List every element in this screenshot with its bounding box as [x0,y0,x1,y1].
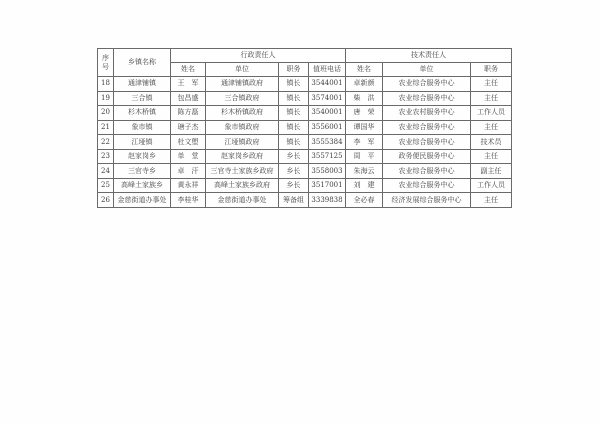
cell-admin-name: 陈方磊 [171,106,206,121]
cell-township: 通津铺镇 [114,77,171,92]
cell-admin-title: 镇长 [279,77,309,92]
cell-township: 赵家岗乡 [114,149,171,164]
cell-tech-title: 副主任 [471,164,512,179]
header-admin-unit: 单位 [206,63,279,77]
duty-roster-table [97,48,512,208]
cell-duty-phone: 3574001 [309,91,346,106]
cell-tech-unit: 农业农村服务中心 [383,106,471,121]
cell-admin-name: 卓 汗 [171,164,206,179]
cell-duty-phone: 3517001 [309,178,346,193]
cell-serial: 23 [98,149,114,164]
table-row [98,149,512,164]
cell-duty-phone: 3339838 [309,193,346,208]
cell-admin-name: 包昌盛 [171,91,206,106]
cell-admin-unit: 三官寺土家族乡政府 [206,164,279,179]
cell-serial: 19 [98,91,114,106]
cell-admin-unit: 金慈街道办事处 [206,193,279,208]
cell-admin-title: 镇长 [279,91,309,106]
header-admin-name: 姓名 [171,63,206,77]
cell-admin-title: 镇长 [279,106,309,121]
cell-serial: 20 [98,106,114,121]
cell-admin-unit: 杉木桥镇政府 [206,106,279,121]
table-row [98,91,512,106]
cell-tech-title: 工作人员 [471,106,512,121]
cell-admin-title: 镇长 [279,135,309,150]
cell-tech-title: 主任 [471,77,512,92]
cell-township: 金慈街道办事处 [114,193,171,208]
cell-tech-name: 李 军 [346,135,383,150]
table-row [98,120,512,135]
cell-township: 三合镇 [114,91,171,106]
table-row [98,178,512,193]
cell-tech-title: 主任 [471,149,512,164]
header-tech-unit: 单位 [383,63,471,77]
header-tech-title: 职务 [471,63,512,77]
header-admin-title: 职务 [279,63,309,77]
cell-tech-name: 唐 荣 [346,106,383,121]
cell-tech-title: 主任 [471,91,512,106]
cell-admin-title: 筹备组 [279,193,309,208]
cell-duty-phone: 3556001 [309,120,346,135]
cell-tech-unit: 经济发展综合服务中心 [383,193,471,208]
header-tech-name: 姓名 [346,63,383,77]
table-row [98,135,512,150]
cell-serial: 22 [98,135,114,150]
cell-tech-title: 技术员 [471,135,512,150]
cell-tech-unit: 农业综合服务中心 [383,77,471,92]
cell-duty-phone: 3544001 [309,77,346,92]
cell-township: 杉木桥镇 [114,106,171,121]
header-duty-phone: 值班电话 [309,63,346,77]
cell-tech-title: 主任 [471,193,512,208]
cell-admin-title: 镇长 [279,120,309,135]
header-tech-group: 技术责任人 [346,49,512,63]
cell-admin-name: 单 堂 [171,149,206,164]
cell-township: 江垭镇 [114,135,171,150]
cell-admin-name: 黄永祥 [171,178,206,193]
cell-tech-title: 主任 [471,120,512,135]
cell-serial: 24 [98,164,114,179]
table-row [98,106,512,121]
table-body [98,77,512,208]
cell-tech-name: 柴 洪 [346,91,383,106]
cell-serial: 25 [98,178,114,193]
cell-admin-title: 乡长 [279,178,309,193]
cell-township: 象市镇 [114,120,171,135]
cell-tech-unit: 农业综合服务中心 [383,164,471,179]
header-admin-group: 行政责任人 [171,49,346,63]
cell-tech-unit: 农业综合服务中心 [383,91,471,106]
cell-township: 三官寺乡 [114,164,171,179]
cell-admin-name: 杜文塱 [171,135,206,150]
cell-tech-name: 刘 建 [346,178,383,193]
cell-admin-unit: 江垭镇政府 [206,135,279,150]
table-row [98,193,512,208]
cell-admin-unit: 通津铺镇政府 [206,77,279,92]
cell-admin-unit: 赵家岗乡政府 [206,149,279,164]
cell-tech-name: 卓新颜 [346,77,383,92]
cell-duty-phone: 3555384 [309,135,346,150]
table-header [98,49,512,77]
cell-admin-name: 王 军 [171,77,206,92]
header-row-groups [98,49,512,63]
cell-duty-phone: 3558003 [309,164,346,179]
cell-tech-unit: 农业综合服务中心 [383,135,471,150]
cell-serial: 18 [98,77,114,92]
header-serial: 序号 [98,49,114,77]
cell-tech-unit: 农业综合服务中心 [383,178,471,193]
cell-tech-name: 全必春 [346,193,383,208]
header-township: 乡镇名称 [114,49,171,77]
cell-admin-unit: 三合镇政府 [206,91,279,106]
cell-admin-unit: 高峰土家族乡政府 [206,178,279,193]
cell-tech-name: 朱海云 [346,164,383,179]
cell-tech-name: 周 平 [346,149,383,164]
cell-duty-phone: 3557125 [309,149,346,164]
cell-tech-unit: 农业综合服务中心 [383,120,471,135]
cell-admin-title: 乡长 [279,149,309,164]
cell-admin-name: 瑭子杰 [171,120,206,135]
cell-tech-unit: 政务便民服务中心 [383,149,471,164]
cell-admin-title: 乡长 [279,164,309,179]
cell-duty-phone: 3540001 [309,106,346,121]
cell-township: 高峰土家族乡 [114,178,171,193]
cell-admin-unit: 象市镇政府 [206,120,279,135]
cell-serial: 26 [98,193,114,208]
cell-tech-name: 谭国华 [346,120,383,135]
table-row [98,164,512,179]
cell-serial: 21 [98,120,114,135]
cell-admin-name: 李桂华 [171,193,206,208]
cell-tech-title: 工作人员 [471,178,512,193]
table-row [98,77,512,92]
